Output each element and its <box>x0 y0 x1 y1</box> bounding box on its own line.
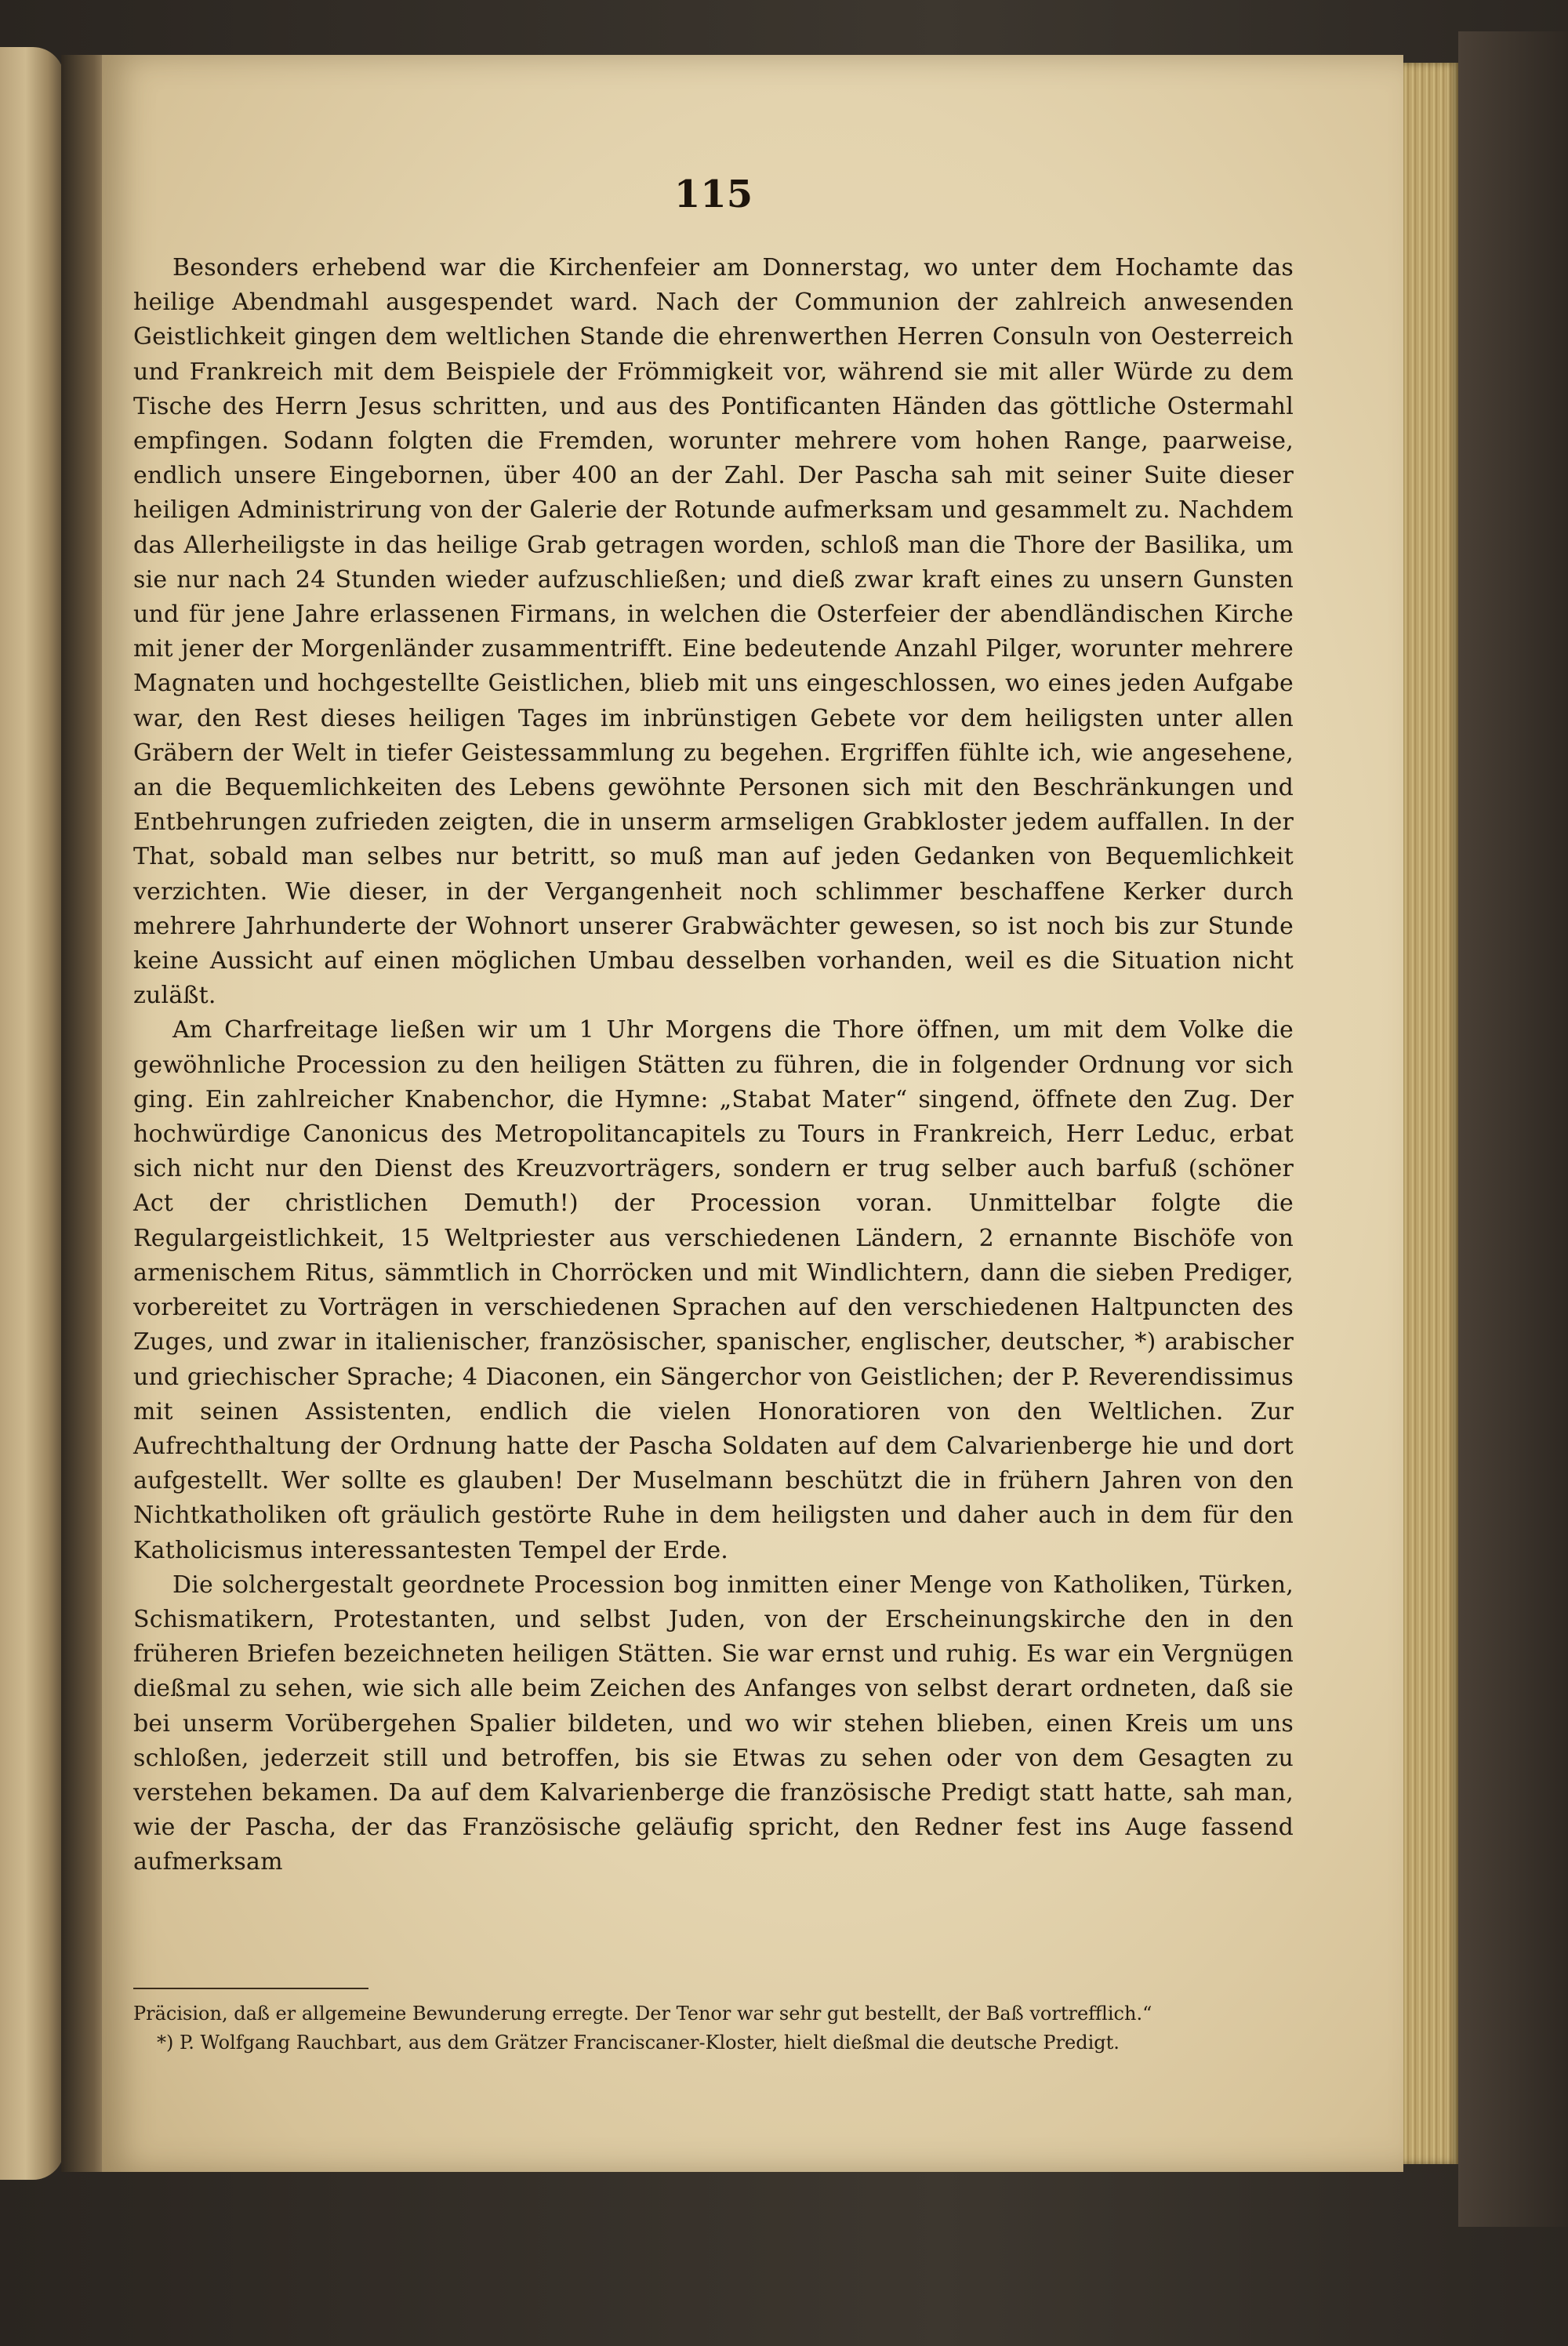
book-cover-edge <box>1458 31 1568 2227</box>
footnote: *) P. Wolfgang Rauchbart, aus dem Grätzer Franciscaner-Kloster, hielt dießmal die deutsche Predigt. <box>157 2032 1120 2054</box>
body-text <box>133 251 1294 1880</box>
footnote: Präcision, daß er allgemeine Bewunderung erregte. Der Tenor war sehr gut bestellt, der Baß vortrefflich.“ <box>133 2003 1152 2025</box>
paragraph: Die solchergestalt geordnete Procession bog inmitten einer Menge von Katholiken, Türken, Schismatikern, Protestanten, und selbst Juden, von der Erscheinungskirche den in den früheren Briefen bezeichneten heiligen Stätten. Sie war ernst und ruhig. Es war ein Vergnügen dießmal zu sehen, wie sich alle beim Zeichen des Anfanges von selbst derart ordneten, daß sie bei unserm Vorübergehen Spalier bildeten, und wo wir stehen blieben, einen Kreis um uns schloßen, jederzeit still und betroffen, bis sie Etwas zu sehen oder von dem Gesagten zu verstehen bekamen. Da auf dem Kalvarienberge die französische Predigt statt hatte, sah man, wie der Pascha, der das Französische geläufig spricht, den Redner fest ins Auge fassend aufmerksam <box>133 1571 1294 1876</box>
footnotes <box>133 1999 1294 2057</box>
page-block-edge <box>1403 63 1458 2164</box>
page-number: 115 <box>673 172 753 216</box>
footnote-divider <box>133 1988 368 1989</box>
previous-page-edge <box>0 47 64 2180</box>
paragraph: Am Charfreitage ließen wir um 1 Uhr Morgens die Thore öffnen, um mit dem Volke die gewöhnliche Procession zu den heiligen Stätten zu führen, die in folgender Ordnung vor sich ging. Ein zahlreicher Knabenchor, die Hymne: „Stabat Mater“ singend, öffnete den Zug. Der hochwürdige Canonicus des Metropolitancapitels zu Tours in Frankreich, Herr Leduc, erbat sich nicht nur den Dienst des Kreuzvorträgers, sondern er trug selber auch barfuß (schöner Act der christlichen Demuth!) der Procession voran. Unmittelbar folgte die Regulargeistlichkeit, 15 Weltpriester aus verschiedenen Ländern, 2 ernannte Bischöfe von armenischem Ritus, sämmtlich in Chorröcken und mit Windlichtern, dann die sieben Prediger, vorbereitet zu Vorträgen in verschiedenen Sprachen auf den verschiedenen Haltpuncten des Zuges, und zwar in italienischer, französischer, spanischer, englischer, deutscher, *) arabischer und griechischer Sprache; 4 Diaconen, ein Sängerchor von Geistlichen; der P. Reverendissimus mit seinen Assistenten, endlich die vielen Honoratioren von den Weltlichen. Zur Aufrechthaltung der Ordnung hatte der Pascha Soldaten auf dem Calvarienberge hie und dort aufgestellt. Wer sollte es glauben! Der Muselmann beschützt die in frühern Jahren von den Nichtkatholiken oft gräulich gestörte Ruhe in dem heiligsten und daher auch in dem für den Katholicismus interessantesten Tempel der Erde. <box>133 1016 1294 1564</box>
paragraph: Besonders erhebend war die Kirchenfeier am Donnerstag, wo unter dem Hochamte das heilige Abendmahl ausgespendet ward. Nach der Communion der zahlreich anwesenden Geistlichkeit gingen dem weltlichen Stande die ehrenwerthen Herren Consuln von Oesterreich und Frankreich mit dem Beispiele der Frömmigkeit vor, während sie mit aller Würde zu dem Tische des Herrn Jesus schritten, und aus des Pontificanten Händen das göttliche Ostermahl empfingen. Sodann folgten die Fremden, worunter mehrere vom hohen Range, paarweise, endlich unsere Eingebornen, über 400 an der Zahl. Der Pascha sah mit seiner Suite dieser heiligen Administrirung von der Galerie der Rotunde aufmerksam und gesammelt zu. Nachdem das Allerheiligste in das heilige Grab getragen worden, schloß man die Thore der Basilika, um sie nur nach 24 Stunden wieder aufzuschließen; und dieß zwar kraft eines zu unsern Gunsten und für jene Jahre erlassenen Firmans, in welchen die Osterfeier der abendländischen Kirche mit jener der Morgenländer zusammentrifft. Eine bedeutende Anzahl Pilger, worunter mehrere Magnaten und hochgestellte Geistlichen, blieb mit uns eingeschlossen, wo eines jeden Aufgabe war, den Rest dieses heiligen Tages im inbrünstigen Gebete vor dem heiligsten unter allen Gräbern der Welt in tiefer Geistessammlung zu begehen. Ergriffen fühlte ich, wie angesehene, an die Bequemlichkeiten des Lebens gewöhnte Personen sich mit den Beschränkungen und Entbehrungen zufrieden zeigten, die in unserm armseligen Grabkloster jedem auffallen. In der That, sobald man selbes nur betritt, so muß man auf jeden Gedanken von Bequemlichkeit verzichten. Wie dieser, in der Vergangenheit noch schlimmer beschaffene Kerker durch mehrere Jahrhunderte der Wohnort unserer Grabwächter gewesen, so ist noch bis zur Stunde keine Aussicht auf einen möglichen Umbau desselben vorhanden, weil es die Situation nicht zuläßt. <box>133 254 1294 1010</box>
